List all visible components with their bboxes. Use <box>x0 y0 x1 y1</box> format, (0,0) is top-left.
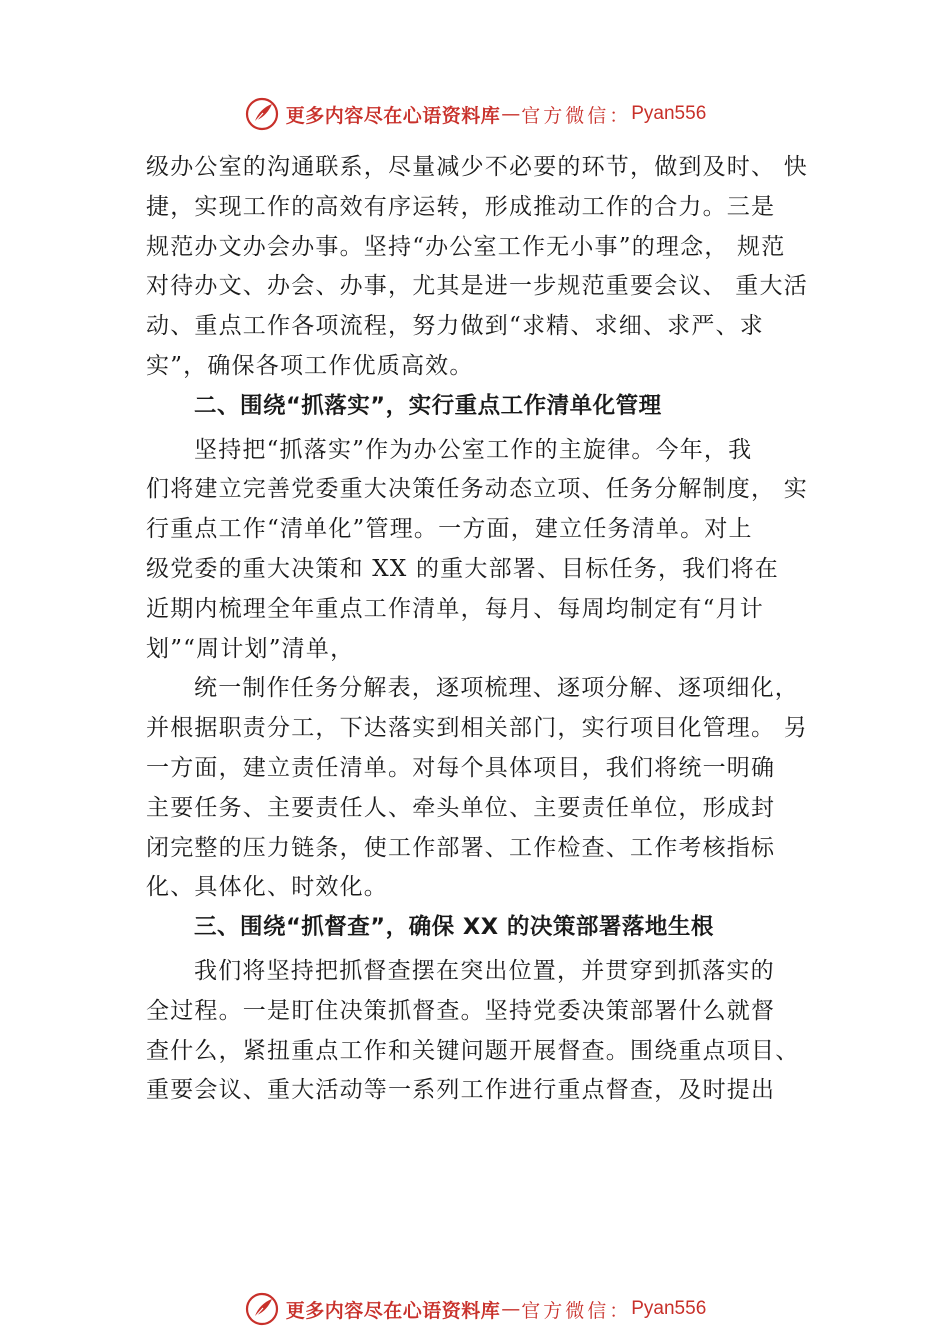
banner-wechat-id: Pyan556 <box>631 103 707 124</box>
banner-wechat-id: Pyan556 <box>631 1298 707 1319</box>
banner-dash: — <box>501 1298 521 1320</box>
banner-dash: — <box>501 103 521 125</box>
header-banner <box>0 94 950 134</box>
footer-banner <box>0 1289 950 1329</box>
banner-slogan: 更多内容尽在心语资料库 <box>285 104 501 127</box>
body-line: 动、重点工作各项流程，努力做到“求精、求细、求严、求 <box>146 313 764 340</box>
body-line: 全过程。一是盯住决策抓督查。坚持党委决策部署什么就督 <box>146 997 776 1024</box>
body-line: 重要会议、重大活动等一系列工作进行重点督查，及时提出 <box>146 1077 776 1104</box>
banner-wechat-label: 官方微信： <box>521 1299 632 1322</box>
body-line: 查什么，紧扭重点工作和关键问题开展督查。围绕重点项目、 <box>146 1037 800 1064</box>
section-heading-2: 二、围绕“抓落实”，实行重点工作清单化管理 <box>194 392 662 419</box>
body-line: 们将建立完善党委重大决策任务动态立项、任务分解制度， 实 <box>146 476 808 503</box>
body-line: 捷，实现工作的高效有序运转，形成推动工作的合力。三是 <box>146 193 776 220</box>
body-line: 化、具体化、时效化。 <box>146 874 388 901</box>
body-line: 实”，确保各项工作优质高效。 <box>146 352 474 379</box>
body-line: 行重点工作“清单化”管理。一方面，建立任务清单。对上 <box>146 516 753 543</box>
banner-slogan: 更多内容尽在心语资料库 <box>285 1299 501 1322</box>
body-line: 闭完整的压力链条，使工作部署、工作检查、工作考核指标 <box>146 834 776 861</box>
body-line: 对待办文、办会、办事，尤其是进一步规范重要会议、 重大活 <box>146 273 808 300</box>
banner-wechat-label: 官方微信： <box>521 104 632 127</box>
quill-logo-icon <box>244 1291 280 1327</box>
body-line: 一方面，建立责任清单。对每个具体项目，我们将统一明确 <box>146 754 776 781</box>
body-line: 划”“周计划”清单， <box>146 635 355 662</box>
quill-logo-icon <box>244 96 280 132</box>
body-line: 统一制作任务分解表，逐项梳理、逐项分解、逐项细化， <box>194 675 799 702</box>
document-body <box>146 148 812 1111</box>
body-line: 级办公室的沟通联系，尽量减少不必要的环节，做到及时、 快 <box>146 154 808 180</box>
body-line: 主要任务、主要责任人、牵头单位、主要责任单位，形成封 <box>146 794 776 821</box>
body-line: 规范办文办会办事。坚持“办公室工作无小事”的理念， 规范 <box>146 233 786 260</box>
section-heading-3: 三、围绕“抓督查”，确保 XX 的决策部署落地生根 <box>194 914 714 941</box>
body-line: 并根据职责分工，下达落实到相关部门，实行项目化管理。 另 <box>146 715 808 742</box>
body-line: 级党委的重大决策和 XX 的重大部署、目标任务，我们将在 <box>146 555 779 582</box>
body-line: 我们将坚持把抓督查摆在突出位置，并贯穿到抓落实的 <box>194 957 775 984</box>
body-line: 近期内梳理全年重点工作清单，每月、每周均制定有“月计 <box>146 595 764 622</box>
body-line: 坚持把“抓落实”作为办公室工作的主旋律。今年，我 <box>194 436 753 463</box>
